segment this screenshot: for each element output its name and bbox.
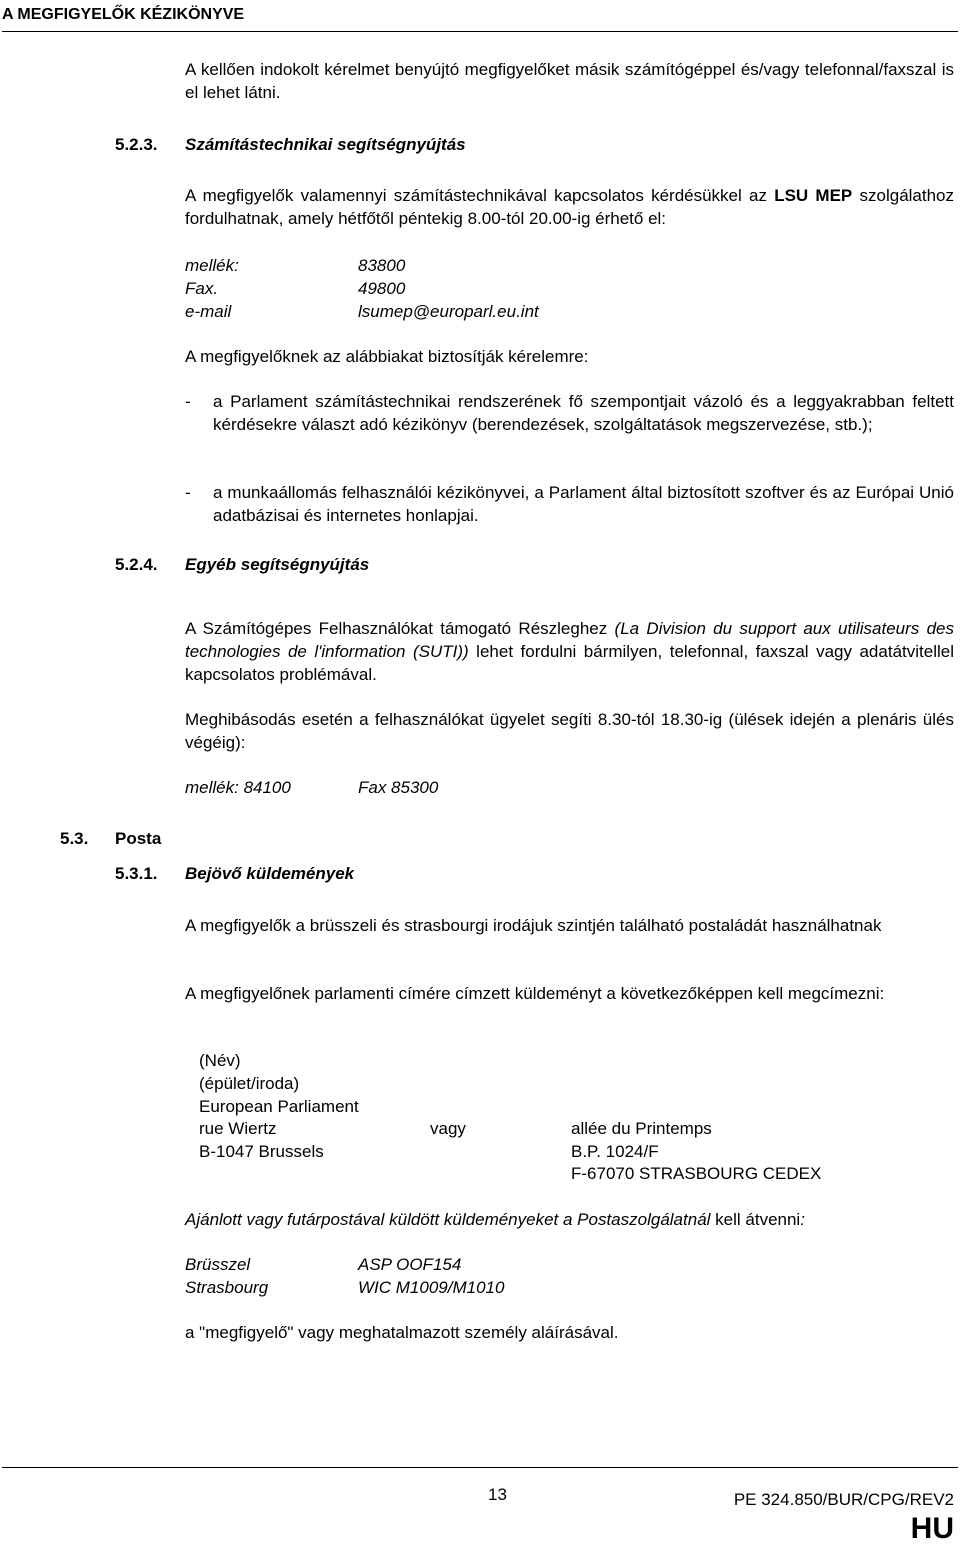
contact-label-fax: Fax. bbox=[185, 279, 219, 298]
page-number: 13 bbox=[488, 1485, 507, 1504]
address-strasbourg-line-1: allée du Printemps bbox=[571, 1119, 712, 1138]
suti-name: (La Division du support aux utilisateurs des technologies de l'information (SUTI)) bbox=[185, 619, 954, 661]
suti-paragraph: A Számítógépes Felhasználókat támogató Részleghez (La Division du support aux utilisateurs des technologies de l'information (SUTI)) lehet fordulni bármilyen, telefonnal, faxszal vagy adatátvitellel kapcsolatos problémával. bbox=[185, 619, 954, 684]
header-divider bbox=[2, 31, 958, 32]
on-call-paragraph: Meghibásodás esetén a felhasználókat ügyelet segíti 8.30-tól 18.30-ig (ülések idején a plenáris ülés végéig): bbox=[185, 710, 954, 752]
section-title-5-3: Posta bbox=[115, 829, 162, 848]
provided-items-intro: A megfigyelőknek az alábbiakat biztosítják kérelemre: bbox=[185, 347, 589, 366]
bullet-dash-2: - bbox=[185, 483, 191, 502]
location-office-strasbourg: WIC M1009/M1010 bbox=[358, 1278, 505, 1297]
suti-fax: Fax 85300 bbox=[358, 778, 439, 797]
running-header: A MEGFIGYELŐK KÉZIKÖNYVE bbox=[2, 6, 245, 23]
location-city-strasbourg: Strasbourg bbox=[185, 1278, 269, 1297]
section-title-5-3-1: Bejövő küldemények bbox=[185, 864, 355, 883]
address-brussels-line-3: European Parliament bbox=[199, 1097, 359, 1116]
language-code: HU bbox=[910, 1512, 954, 1545]
contact-value-email: lsumep@europarl.eu.int bbox=[358, 302, 539, 321]
section-number-5-2-3: 5.2.3. bbox=[115, 135, 158, 154]
it-support-paragraph: A megfigyelők valamennyi számítástechnikával kapcsolatos kérdésükkel az LSU MEP szolgálathoz fordulhatnak, amely hétfőtől péntekig 8.00-tól 20.00-ig érhető el: bbox=[185, 186, 955, 228]
contact-label-extension: mellék: bbox=[185, 256, 239, 275]
section-title-5-2-4: Egyéb segítségnyújtás bbox=[185, 555, 370, 574]
addressing-paragraph: A megfigyelőnek parlamenti címére címzett küldeményt a következőképpen kell megcímezni: bbox=[185, 984, 885, 1003]
contact-label-email: e-mail bbox=[185, 302, 232, 321]
signature-requirement: a "megfigyelő" vagy meghatalmazott személy aláírásával. bbox=[185, 1323, 619, 1342]
registered-mail-note: Ajánlott vagy futárpostával küldött küldeményeket a Postaszolgálatnál kell átvenni: bbox=[185, 1210, 805, 1229]
address-or-label: vagy bbox=[430, 1119, 466, 1138]
mailbox-paragraph: A megfigyelők a brüsszeli és strasbourgi irodájuk szintjén található postaládát használhatnak bbox=[185, 916, 882, 935]
address-strasbourg-line-2: B.P. 1024/F bbox=[571, 1142, 659, 1161]
bullet-dash-1: - bbox=[185, 392, 191, 411]
intro-paragraph: A kellően indokolt kérelmet benyújtó megfigyelőket másik számítógéppel és/vagy telefonnal/faxszal is el lehet látni. bbox=[185, 60, 954, 102]
address-brussels-line-4: rue Wiertz bbox=[199, 1119, 277, 1138]
contact-value-fax: 49800 bbox=[358, 279, 406, 298]
address-strasbourg-line-3: F-67070 STRASBOURG CEDEX bbox=[571, 1164, 822, 1183]
section-number-5-3-1: 5.3.1. bbox=[115, 864, 158, 883]
address-brussels-line-5: B-1047 Brussels bbox=[199, 1142, 324, 1161]
section-number-5-3: 5.3. bbox=[60, 829, 89, 848]
suti-extension: mellék: 84100 bbox=[185, 778, 291, 797]
contact-value-extension: 83800 bbox=[358, 256, 406, 275]
address-brussels-line-2: (épület/iroda) bbox=[199, 1074, 300, 1093]
document-reference: PE 324.850/BUR/CPG/REV2 bbox=[733, 1490, 954, 1509]
location-office-brussels: ASP OOF154 bbox=[358, 1255, 462, 1274]
section-title-5-2-3: Számítástechnikai segítségnyújtás bbox=[185, 135, 466, 154]
section-number-5-2-4: 5.2.4. bbox=[115, 555, 158, 574]
bullet-item-2: a munkaállomás felhasználói kézikönyvei, a Parlament által biztosított szoftver és az Európai Unió adatbázisai és internetes honlapjai. bbox=[213, 483, 954, 525]
footer-divider bbox=[2, 1467, 958, 1468]
bullet-item-1: a Parlament számítástechnikai rendszerének fő szempontjait vázoló és a leggyakrabban feltett kérdésekre választ adó kézikönyv (berendezések, szolgáltatások megszervezése, stb.); bbox=[213, 392, 954, 434]
lsu-mep-label: LSU MEP bbox=[774, 186, 853, 205]
address-brussels-line-1: (Név) bbox=[199, 1051, 241, 1070]
location-city-brussels: Brüsszel bbox=[185, 1255, 251, 1274]
